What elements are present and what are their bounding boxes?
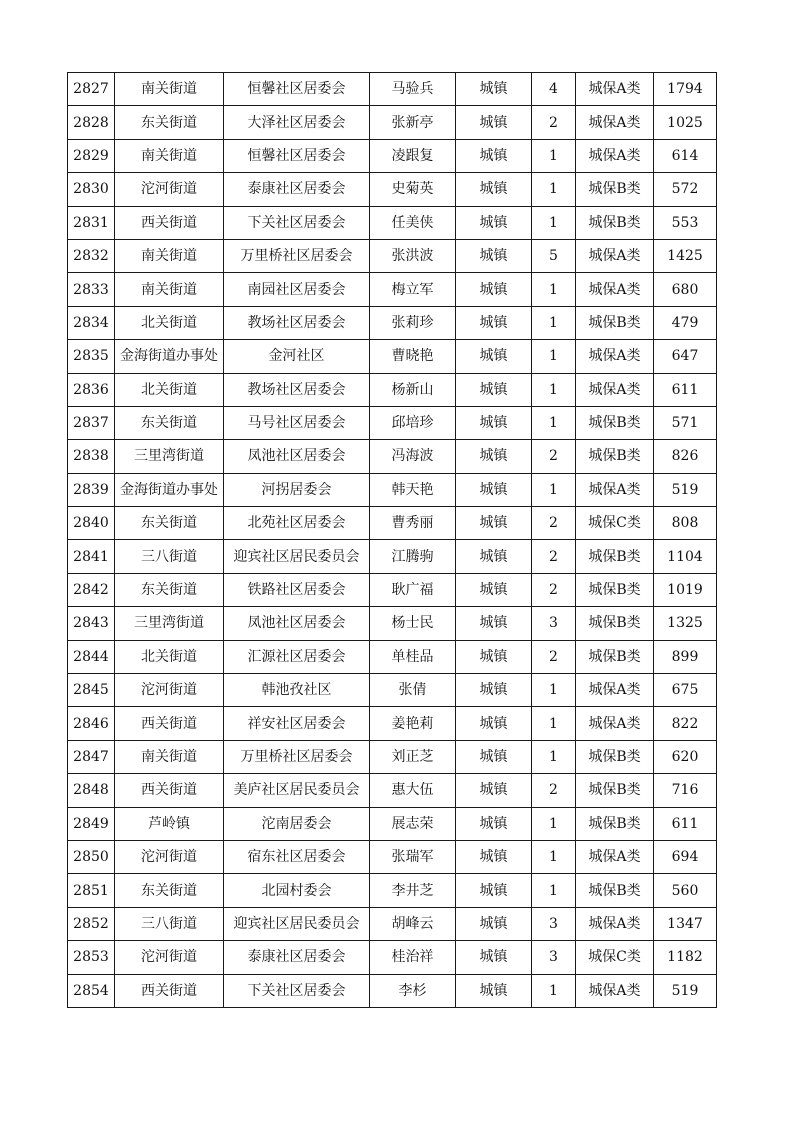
community-cell: 大泽社区居委会 bbox=[224, 106, 370, 139]
family-size-cell: 5 bbox=[532, 239, 576, 272]
serial-number-cell: 2849 bbox=[68, 807, 115, 840]
community-cell: 万里桥社区居委会 bbox=[224, 740, 370, 773]
amount-cell: 611 bbox=[654, 807, 717, 840]
serial-number-cell: 2853 bbox=[68, 941, 115, 974]
name-cell: 桂治祥 bbox=[370, 941, 456, 974]
data-table bbox=[67, 72, 717, 1008]
subdistrict-cell: 东关街道 bbox=[115, 573, 224, 606]
serial-number-cell: 2838 bbox=[68, 440, 115, 473]
insurance-category-cell: 城保B类 bbox=[576, 774, 654, 807]
household-type-cell: 城镇 bbox=[456, 807, 532, 840]
name-cell: 杨士民 bbox=[370, 607, 456, 640]
table-row bbox=[68, 340, 717, 373]
serial-number-cell: 2844 bbox=[68, 640, 115, 673]
subdistrict-cell: 沱河街道 bbox=[115, 674, 224, 707]
insurance-category-cell: 城保B类 bbox=[576, 807, 654, 840]
name-cell: 张莉珍 bbox=[370, 306, 456, 339]
community-cell: 下关社区居委会 bbox=[224, 206, 370, 239]
community-cell: 河拐居委会 bbox=[224, 473, 370, 506]
household-type-cell: 城镇 bbox=[456, 707, 532, 740]
subdistrict-cell: 南关街道 bbox=[115, 139, 224, 172]
household-type-cell: 城镇 bbox=[456, 273, 532, 306]
name-cell: 马验兵 bbox=[370, 73, 456, 106]
community-cell: 教场社区居委会 bbox=[224, 306, 370, 339]
amount-cell: 680 bbox=[654, 273, 717, 306]
household-type-cell: 城镇 bbox=[456, 974, 532, 1007]
insurance-category-cell: 城保B类 bbox=[576, 206, 654, 239]
community-cell: 泰康社区居委会 bbox=[224, 173, 370, 206]
subdistrict-cell: 金海街道办事处 bbox=[115, 473, 224, 506]
household-type-cell: 城镇 bbox=[456, 640, 532, 673]
table-row bbox=[68, 840, 717, 873]
serial-number-cell: 2851 bbox=[68, 874, 115, 907]
insurance-category-cell: 城保C类 bbox=[576, 507, 654, 540]
serial-number-cell: 2835 bbox=[68, 340, 115, 373]
family-size-cell: 1 bbox=[532, 306, 576, 339]
family-size-cell: 1 bbox=[532, 173, 576, 206]
family-size-cell: 2 bbox=[532, 573, 576, 606]
table-body bbox=[68, 73, 717, 1008]
name-cell: 冯海波 bbox=[370, 440, 456, 473]
subdistrict-cell: 北关街道 bbox=[115, 640, 224, 673]
amount-cell: 1425 bbox=[654, 239, 717, 272]
family-size-cell: 3 bbox=[532, 941, 576, 974]
insurance-category-cell: 城保A类 bbox=[576, 139, 654, 172]
name-cell: 展志荣 bbox=[370, 807, 456, 840]
family-size-cell: 1 bbox=[532, 206, 576, 239]
household-type-cell: 城镇 bbox=[456, 139, 532, 172]
name-cell: 杨新山 bbox=[370, 373, 456, 406]
amount-cell: 716 bbox=[654, 774, 717, 807]
household-type-cell: 城镇 bbox=[456, 473, 532, 506]
name-cell: 耿广福 bbox=[370, 573, 456, 606]
amount-cell: 808 bbox=[654, 507, 717, 540]
table-row bbox=[68, 874, 717, 907]
subdistrict-cell: 西关街道 bbox=[115, 974, 224, 1007]
name-cell: 张新亭 bbox=[370, 106, 456, 139]
subdistrict-cell: 北关街道 bbox=[115, 306, 224, 339]
amount-cell: 694 bbox=[654, 840, 717, 873]
amount-cell: 1794 bbox=[654, 73, 717, 106]
community-cell: 下关社区居委会 bbox=[224, 974, 370, 1007]
name-cell: 曹晓艳 bbox=[370, 340, 456, 373]
insurance-category-cell: 城保A类 bbox=[576, 707, 654, 740]
amount-cell: 1019 bbox=[654, 573, 717, 606]
serial-number-cell: 2843 bbox=[68, 607, 115, 640]
table-row bbox=[68, 106, 717, 139]
family-size-cell: 1 bbox=[532, 273, 576, 306]
table-row bbox=[68, 440, 717, 473]
household-type-cell: 城镇 bbox=[456, 507, 532, 540]
community-cell: 美庐社区居民委员会 bbox=[224, 774, 370, 807]
subdistrict-cell: 金海街道办事处 bbox=[115, 340, 224, 373]
household-type-cell: 城镇 bbox=[456, 406, 532, 439]
insurance-category-cell: 城保A类 bbox=[576, 239, 654, 272]
community-cell: 南园社区居委会 bbox=[224, 273, 370, 306]
name-cell: 张瑞军 bbox=[370, 840, 456, 873]
community-cell: 北园村委会 bbox=[224, 874, 370, 907]
subdistrict-cell: 南关街道 bbox=[115, 273, 224, 306]
table-row bbox=[68, 640, 717, 673]
household-type-cell: 城镇 bbox=[456, 573, 532, 606]
serial-number-cell: 2832 bbox=[68, 239, 115, 272]
family-size-cell: 1 bbox=[532, 974, 576, 1007]
community-cell: 金河社区 bbox=[224, 340, 370, 373]
community-cell: 韩池孜社区 bbox=[224, 674, 370, 707]
family-size-cell: 1 bbox=[532, 674, 576, 707]
family-size-cell: 1 bbox=[532, 406, 576, 439]
amount-cell: 1025 bbox=[654, 106, 717, 139]
table-row bbox=[68, 273, 717, 306]
household-type-cell: 城镇 bbox=[456, 907, 532, 940]
subdistrict-cell: 芦岭镇 bbox=[115, 807, 224, 840]
household-type-cell: 城镇 bbox=[456, 206, 532, 239]
serial-number-cell: 2836 bbox=[68, 373, 115, 406]
amount-cell: 479 bbox=[654, 306, 717, 339]
insurance-category-cell: 城保A类 bbox=[576, 340, 654, 373]
subdistrict-cell: 东关街道 bbox=[115, 406, 224, 439]
family-size-cell: 1 bbox=[532, 340, 576, 373]
household-type-cell: 城镇 bbox=[456, 607, 532, 640]
name-cell: 胡峰云 bbox=[370, 907, 456, 940]
table-row bbox=[68, 206, 717, 239]
name-cell: 邱培珍 bbox=[370, 406, 456, 439]
table-row bbox=[68, 73, 717, 106]
insurance-category-cell: 城保A类 bbox=[576, 373, 654, 406]
subdistrict-cell: 沱河街道 bbox=[115, 173, 224, 206]
community-cell: 凤池社区居委会 bbox=[224, 440, 370, 473]
insurance-category-cell: 城保A类 bbox=[576, 840, 654, 873]
community-cell: 凤池社区居委会 bbox=[224, 607, 370, 640]
amount-cell: 826 bbox=[654, 440, 717, 473]
family-size-cell: 4 bbox=[532, 73, 576, 106]
table-row bbox=[68, 707, 717, 740]
community-cell: 马号社区居委会 bbox=[224, 406, 370, 439]
table-row bbox=[68, 473, 717, 506]
table-row bbox=[68, 139, 717, 172]
insurance-category-cell: 城保B类 bbox=[576, 306, 654, 339]
insurance-category-cell: 城保B类 bbox=[576, 874, 654, 907]
insurance-category-cell: 城保B类 bbox=[576, 607, 654, 640]
community-cell: 泰康社区居委会 bbox=[224, 941, 370, 974]
insurance-category-cell: 城保B类 bbox=[576, 173, 654, 206]
family-size-cell: 1 bbox=[532, 373, 576, 406]
subdistrict-cell: 三里湾街道 bbox=[115, 440, 224, 473]
family-size-cell: 1 bbox=[532, 473, 576, 506]
household-type-cell: 城镇 bbox=[456, 840, 532, 873]
name-cell: 曹秀丽 bbox=[370, 507, 456, 540]
subdistrict-cell: 北关街道 bbox=[115, 373, 224, 406]
family-size-cell: 2 bbox=[532, 507, 576, 540]
household-type-cell: 城镇 bbox=[456, 239, 532, 272]
serial-number-cell: 2840 bbox=[68, 507, 115, 540]
table-row bbox=[68, 173, 717, 206]
community-cell: 北苑社区居委会 bbox=[224, 507, 370, 540]
serial-number-cell: 2830 bbox=[68, 173, 115, 206]
household-type-cell: 城镇 bbox=[456, 373, 532, 406]
subdistrict-cell: 南关街道 bbox=[115, 73, 224, 106]
subdistrict-cell: 西关街道 bbox=[115, 707, 224, 740]
insurance-category-cell: 城保B类 bbox=[576, 440, 654, 473]
name-cell: 江腾驹 bbox=[370, 540, 456, 573]
serial-number-cell: 2846 bbox=[68, 707, 115, 740]
household-type-cell: 城镇 bbox=[456, 440, 532, 473]
family-size-cell: 1 bbox=[532, 840, 576, 873]
subdistrict-cell: 西关街道 bbox=[115, 774, 224, 807]
household-type-cell: 城镇 bbox=[456, 173, 532, 206]
community-cell: 万里桥社区居委会 bbox=[224, 239, 370, 272]
family-size-cell: 1 bbox=[532, 707, 576, 740]
insurance-category-cell: 城保A类 bbox=[576, 674, 654, 707]
subdistrict-cell: 沱河街道 bbox=[115, 941, 224, 974]
community-cell: 迎宾社区居民委员会 bbox=[224, 907, 370, 940]
serial-number-cell: 2831 bbox=[68, 206, 115, 239]
family-size-cell: 1 bbox=[532, 807, 576, 840]
serial-number-cell: 2848 bbox=[68, 774, 115, 807]
community-cell: 铁路社区居委会 bbox=[224, 573, 370, 606]
insurance-category-cell: 城保A类 bbox=[576, 73, 654, 106]
name-cell: 张倩 bbox=[370, 674, 456, 707]
amount-cell: 1182 bbox=[654, 941, 717, 974]
household-type-cell: 城镇 bbox=[456, 740, 532, 773]
household-type-cell: 城镇 bbox=[456, 106, 532, 139]
table-row bbox=[68, 306, 717, 339]
subdistrict-cell: 沱河街道 bbox=[115, 840, 224, 873]
name-cell: 凌跟复 bbox=[370, 139, 456, 172]
family-size-cell: 2 bbox=[532, 774, 576, 807]
community-cell: 宿东社区居委会 bbox=[224, 840, 370, 873]
family-size-cell: 1 bbox=[532, 874, 576, 907]
serial-number-cell: 2837 bbox=[68, 406, 115, 439]
name-cell: 李杉 bbox=[370, 974, 456, 1007]
family-size-cell: 1 bbox=[532, 740, 576, 773]
name-cell: 惠大伍 bbox=[370, 774, 456, 807]
community-cell: 迎宾社区居民委员会 bbox=[224, 540, 370, 573]
family-size-cell: 3 bbox=[532, 607, 576, 640]
insurance-category-cell: 城保A类 bbox=[576, 273, 654, 306]
table-row bbox=[68, 373, 717, 406]
amount-cell: 560 bbox=[654, 874, 717, 907]
table-row bbox=[68, 774, 717, 807]
community-cell: 恒馨社区居委会 bbox=[224, 73, 370, 106]
serial-number-cell: 2829 bbox=[68, 139, 115, 172]
subdistrict-cell: 西关街道 bbox=[115, 206, 224, 239]
subdistrict-cell: 三里湾街道 bbox=[115, 607, 224, 640]
insurance-category-cell: 城保B类 bbox=[576, 573, 654, 606]
amount-cell: 1347 bbox=[654, 907, 717, 940]
household-type-cell: 城镇 bbox=[456, 340, 532, 373]
table-row bbox=[68, 740, 717, 773]
subdistrict-cell: 三八街道 bbox=[115, 907, 224, 940]
family-size-cell: 2 bbox=[532, 540, 576, 573]
amount-cell: 519 bbox=[654, 974, 717, 1007]
amount-cell: 553 bbox=[654, 206, 717, 239]
table-row bbox=[68, 406, 717, 439]
subdistrict-cell: 南关街道 bbox=[115, 740, 224, 773]
serial-number-cell: 2828 bbox=[68, 106, 115, 139]
name-cell: 张洪波 bbox=[370, 239, 456, 272]
insurance-category-cell: 城保A类 bbox=[576, 473, 654, 506]
household-type-cell: 城镇 bbox=[456, 874, 532, 907]
insurance-category-cell: 城保A类 bbox=[576, 974, 654, 1007]
serial-number-cell: 2839 bbox=[68, 473, 115, 506]
amount-cell: 614 bbox=[654, 139, 717, 172]
community-cell: 恒馨社区居委会 bbox=[224, 139, 370, 172]
serial-number-cell: 2834 bbox=[68, 306, 115, 339]
amount-cell: 1104 bbox=[654, 540, 717, 573]
amount-cell: 620 bbox=[654, 740, 717, 773]
household-type-cell: 城镇 bbox=[456, 941, 532, 974]
serial-number-cell: 2850 bbox=[68, 840, 115, 873]
name-cell: 史菊英 bbox=[370, 173, 456, 206]
family-size-cell: 3 bbox=[532, 907, 576, 940]
insurance-category-cell: 城保A类 bbox=[576, 907, 654, 940]
name-cell: 单桂品 bbox=[370, 640, 456, 673]
amount-cell: 647 bbox=[654, 340, 717, 373]
serial-number-cell: 2845 bbox=[68, 674, 115, 707]
table-row bbox=[68, 540, 717, 573]
table-row bbox=[68, 674, 717, 707]
table-row bbox=[68, 974, 717, 1007]
community-cell: 汇源社区居委会 bbox=[224, 640, 370, 673]
family-size-cell: 2 bbox=[532, 640, 576, 673]
household-type-cell: 城镇 bbox=[456, 73, 532, 106]
subdistrict-cell: 东关街道 bbox=[115, 874, 224, 907]
subdistrict-cell: 东关街道 bbox=[115, 507, 224, 540]
family-size-cell: 2 bbox=[532, 440, 576, 473]
amount-cell: 519 bbox=[654, 473, 717, 506]
table-row bbox=[68, 907, 717, 940]
subdistrict-cell: 南关街道 bbox=[115, 239, 224, 272]
table-row bbox=[68, 507, 717, 540]
insurance-category-cell: 城保C类 bbox=[576, 941, 654, 974]
amount-cell: 899 bbox=[654, 640, 717, 673]
community-cell: 祥安社区居委会 bbox=[224, 707, 370, 740]
table-row bbox=[68, 807, 717, 840]
amount-cell: 1325 bbox=[654, 607, 717, 640]
serial-number-cell: 2842 bbox=[68, 573, 115, 606]
name-cell: 李井芝 bbox=[370, 874, 456, 907]
name-cell: 任美侠 bbox=[370, 206, 456, 239]
household-type-cell: 城镇 bbox=[456, 306, 532, 339]
name-cell: 姜艳莉 bbox=[370, 707, 456, 740]
table-row bbox=[68, 607, 717, 640]
serial-number-cell: 2841 bbox=[68, 540, 115, 573]
household-type-cell: 城镇 bbox=[456, 674, 532, 707]
name-cell: 刘正芝 bbox=[370, 740, 456, 773]
community-cell: 教场社区居委会 bbox=[224, 373, 370, 406]
serial-number-cell: 2833 bbox=[68, 273, 115, 306]
table-row bbox=[68, 573, 717, 606]
serial-number-cell: 2847 bbox=[68, 740, 115, 773]
amount-cell: 611 bbox=[654, 373, 717, 406]
family-size-cell: 2 bbox=[532, 106, 576, 139]
household-type-cell: 城镇 bbox=[456, 540, 532, 573]
serial-number-cell: 2854 bbox=[68, 974, 115, 1007]
amount-cell: 822 bbox=[654, 707, 717, 740]
insurance-category-cell: 城保B类 bbox=[576, 740, 654, 773]
table-row bbox=[68, 941, 717, 974]
table-row bbox=[68, 239, 717, 272]
community-cell: 沱南居委会 bbox=[224, 807, 370, 840]
insurance-category-cell: 城保A类 bbox=[576, 106, 654, 139]
amount-cell: 675 bbox=[654, 674, 717, 707]
amount-cell: 571 bbox=[654, 406, 717, 439]
name-cell: 韩天艳 bbox=[370, 473, 456, 506]
name-cell: 梅立军 bbox=[370, 273, 456, 306]
serial-number-cell: 2852 bbox=[68, 907, 115, 940]
subdistrict-cell: 东关街道 bbox=[115, 106, 224, 139]
insurance-category-cell: 城保B类 bbox=[576, 540, 654, 573]
insurance-category-cell: 城保B类 bbox=[576, 406, 654, 439]
insurance-category-cell: 城保B类 bbox=[576, 640, 654, 673]
family-size-cell: 1 bbox=[532, 139, 576, 172]
serial-number-cell: 2827 bbox=[68, 73, 115, 106]
subdistrict-cell: 三八街道 bbox=[115, 540, 224, 573]
amount-cell: 572 bbox=[654, 173, 717, 206]
household-type-cell: 城镇 bbox=[456, 774, 532, 807]
